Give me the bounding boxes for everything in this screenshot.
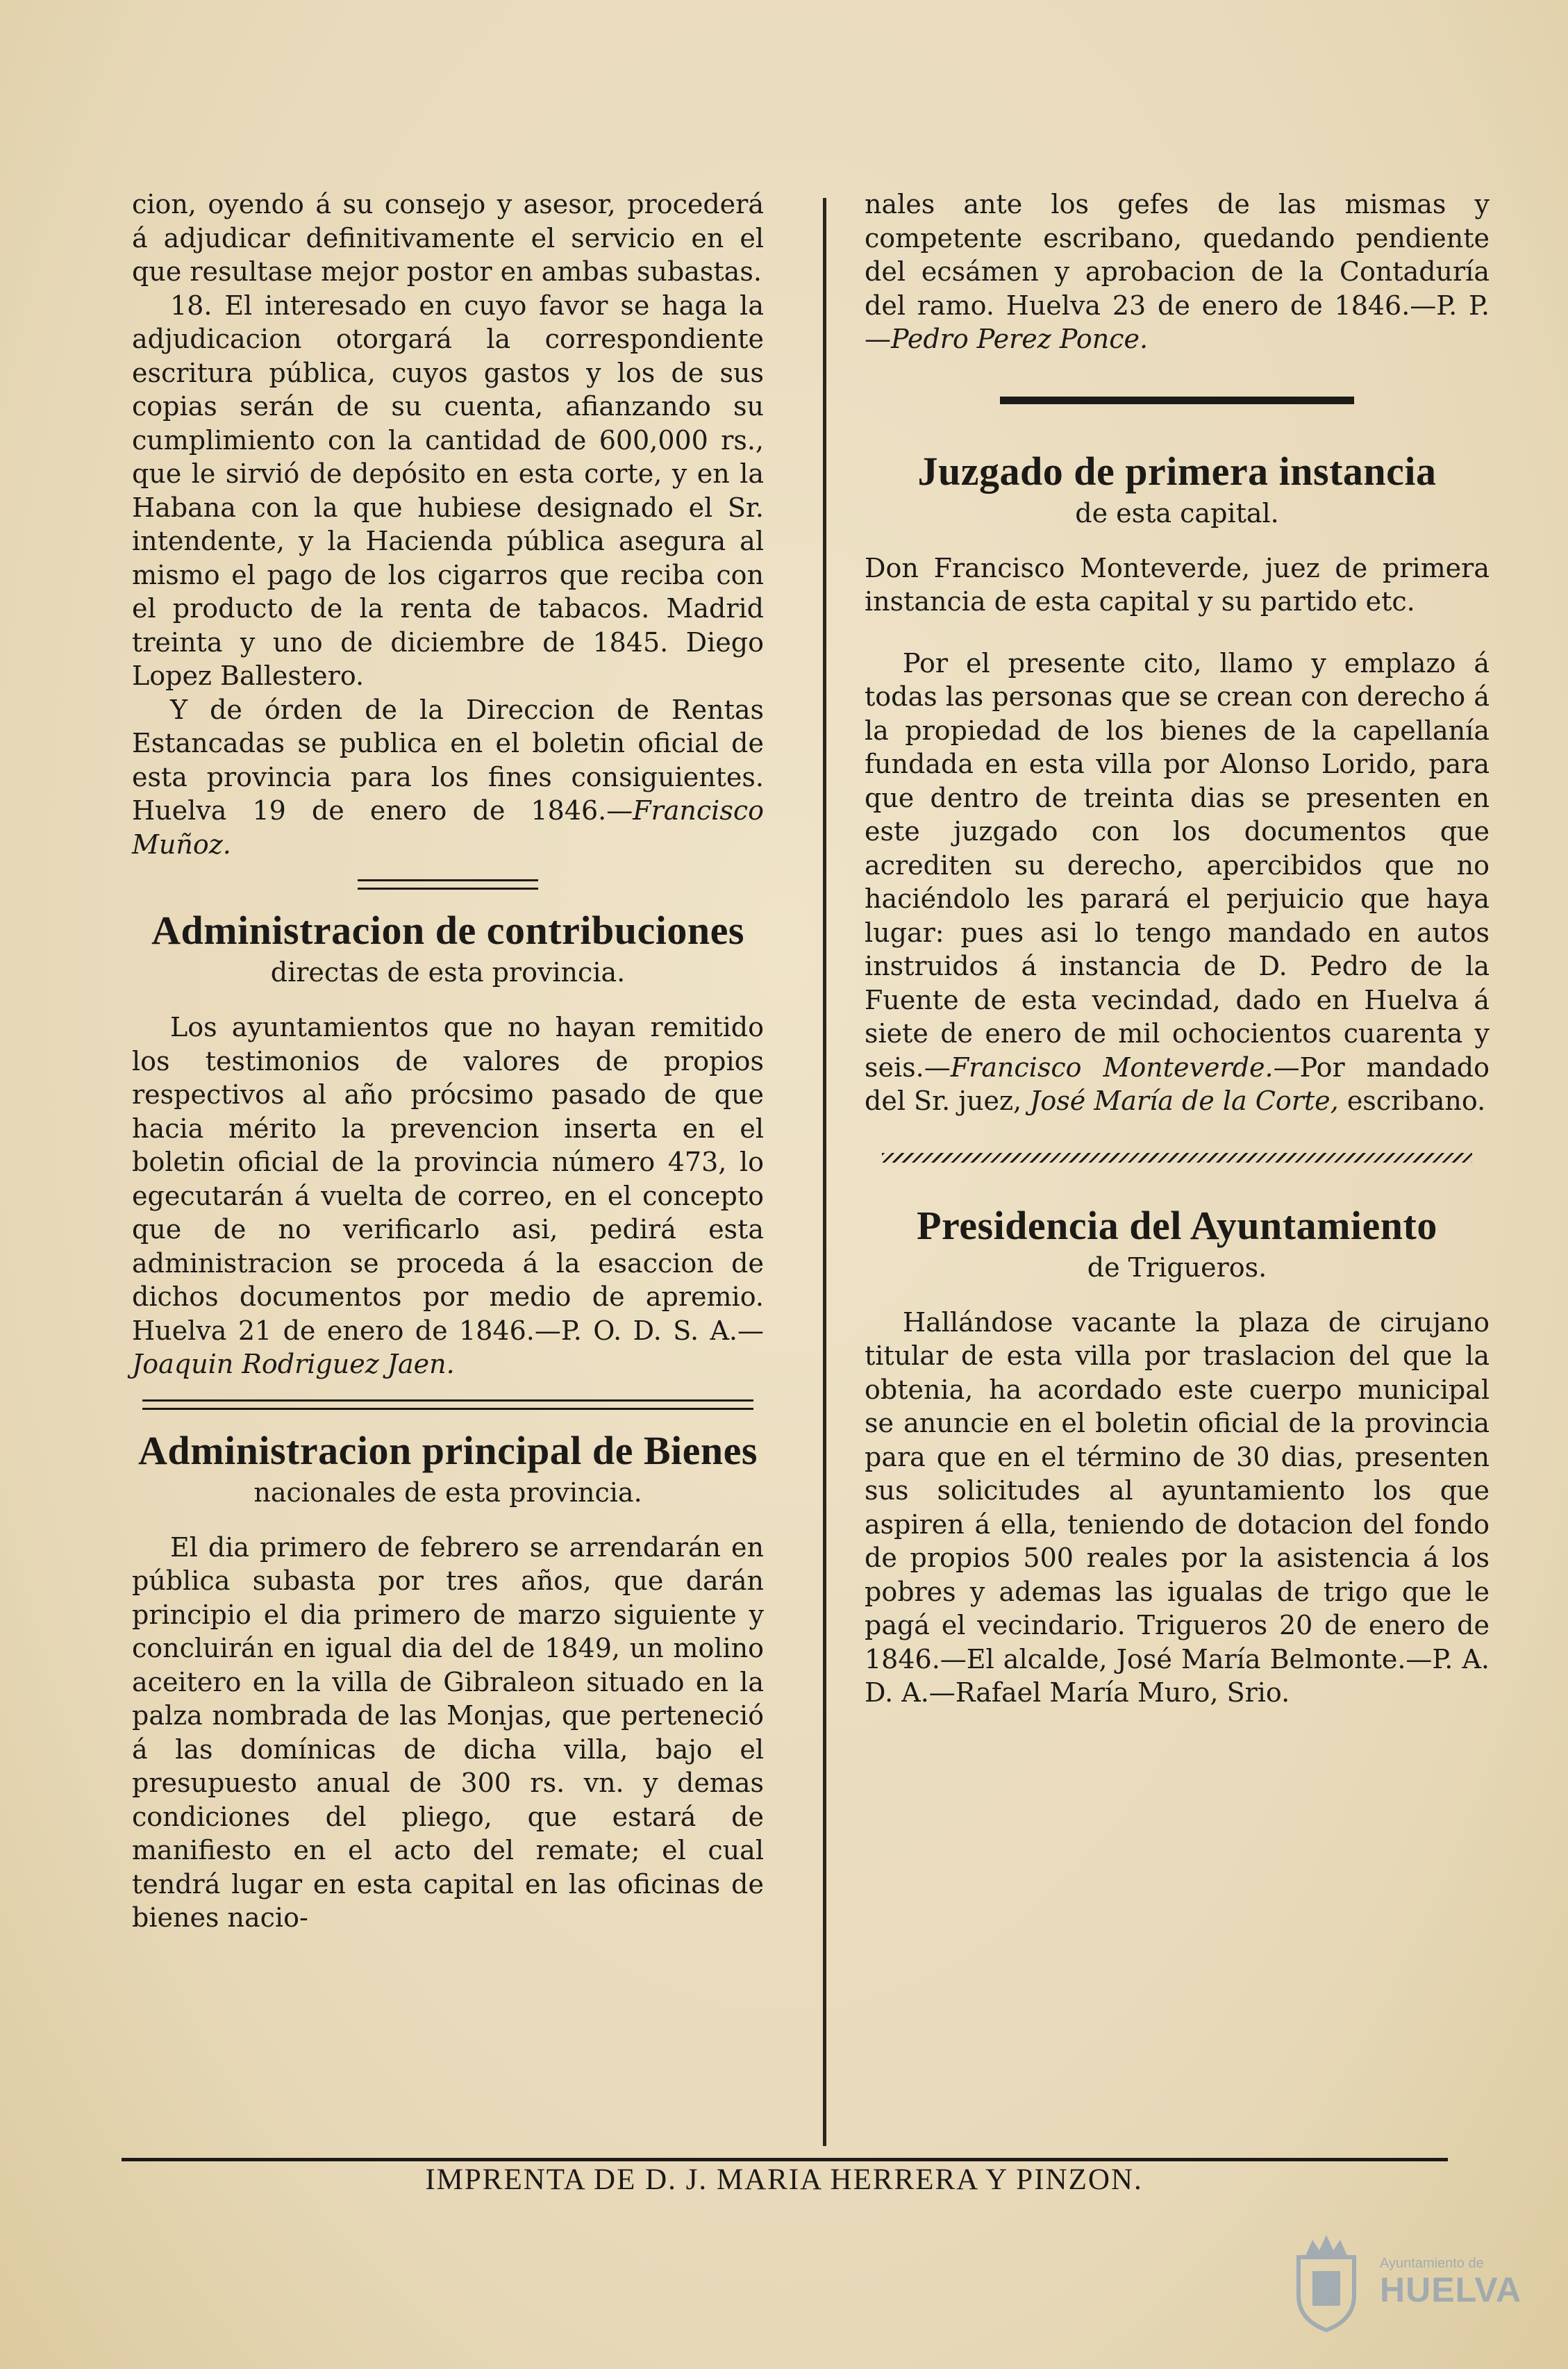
section-divider xyxy=(1000,397,1354,404)
continued-text: nales ante los gefes de las mismas y competente escribano, quedando pendiente del ecsámen y aprobacion de la Contaduría del ramo. Huelva 23 de enero de 1846.—P. P.— xyxy=(865,189,1490,354)
contribuciones-text: Los ayuntamientos que no hayan remitido los testimonios de valores de propios respectivos al año prócsimo pasado de que hacia mérito la prevencion inserta en el boletin oficial de la provincia número 473, lo egecutarán á vuelta de correo, en el concepto que de no verificarlo asi, pedirá esta administracion se proceda á la esaccion de dichos documentos por medio de apremio. Huelva 21 de enero de 1846.—P. O. D. S. A.— xyxy=(132,1012,764,1346)
watermark-text xyxy=(1380,2256,1521,2308)
left-column xyxy=(132,188,764,1935)
column-separator xyxy=(823,198,826,2146)
section-divider xyxy=(142,1399,753,1410)
footer-rule xyxy=(122,2158,1448,2161)
publication-notice xyxy=(132,693,764,862)
juzgado-mid: —Por mandado del Sr. juez, xyxy=(865,1051,1490,1116)
section-subtitle-presidencia: de Trigueros. xyxy=(1087,1252,1267,1283)
watermark-small: Ayuntamiento de xyxy=(1380,2255,1484,2271)
presidencia-body: Hallándose vacante la plaza de cirujano titular de esta villa por traslacion del que la obtenia, ha acordado este cuerpo municipal se anuncie en el boletin oficial de la provincia para que en el término de 30 dias, presenten sus solicitudes al ayuntamiento los que aspiren á ella, teniendo de dotacion del fondo de propios 500 reales por la asistencia á los pobres y ademas las igualas de trigo que le pagá el vecindario. Trigueros 20 de enero de 1846.—El alcalde, José María Belmonte.—P. A. D. A.—Rafael María Muro, Srio. xyxy=(865,1306,1490,1708)
watermark-logo xyxy=(1281,2226,1531,2337)
section-title-bienes: Administracion principal de Bienes xyxy=(138,1427,758,1473)
imprint-line: IMPRENTA DE D. J. MARIA HERRERA Y PINZON. xyxy=(425,2163,1143,2196)
continued-paragraph-right xyxy=(865,188,1490,356)
notice-signature: Francisco Muñoz. xyxy=(132,795,764,860)
section-subtitle-juzgado: de esta capital. xyxy=(1075,497,1279,529)
notice-text: Y de órden de la Direccion de Rentas Estancadas se publica en el boletin oficial de esta provincia para los fines consiguientes. Huelva 19 de enero de 1846.— xyxy=(132,694,764,826)
section-subtitle-contribuciones: directas de esta provincia. xyxy=(270,957,626,988)
right-column xyxy=(865,188,1490,1710)
section-title-juzgado: Juzgado de primera instancia xyxy=(917,448,1437,494)
section-title-contribuciones: Administracion de contribuciones xyxy=(151,908,744,953)
section-title-presidencia: Presidencia del Ayuntamiento xyxy=(917,1202,1437,1248)
continued-signature: Pedro Perez Ponce. xyxy=(891,324,1149,354)
article-paragraph-18: 18. El interesado en cuyo favor se haga la adjudicacion otorgará la correspondiente escritura pública, cuyos gastos y los de sus copias serán de su cuenta, afianzando su cumplimiento con la cantidad de 600,000 rs., que le sirvió de depósito en esta corte, y en la Habana con la que hubiese designado el Sr. intendente, y la Hacienda pública asegura al mismo el pago de los cigarros que reciba con el producto de la renta de tabacos. Madrid treinta y uno de diciembre de 1845. Diego Lopez Ballestero. xyxy=(132,290,764,691)
juzgado-body xyxy=(865,647,1490,1118)
juzgado-text: Por el presente cito, llamo y emplazo á todas las personas que se crean con derecho á la propiedad de los bienes de la capellanía fundada en esta villa por Alonso Lorido, para que dentro de treinta dias se presenten en este juzgado con los documentos que acrediten su derecho, apercibidos que no haciéndolo les parará el perjuicio que haya lugar: pues asi lo tengo mandado en autos instruidos á instancia de D. Pedro de la Fuente de esta vecindad, dado en Huelva á siete de enero de mil ochocientos cuarenta y seis.— xyxy=(865,647,1490,1083)
continued-paragraph: cion, oyendo á su consejo y asesor, procederá á adjudicar definitivamente el servicio en el que resultase mejor postor en ambas subastas. xyxy=(132,189,764,287)
section-subtitle-bienes: nacionales de esta provincia. xyxy=(253,1477,642,1508)
juzgado-signature-judge: Francisco Monteverde. xyxy=(950,1051,1274,1083)
section-divider-wavy xyxy=(882,1153,1472,1163)
contribuciones-body xyxy=(132,1011,764,1381)
section-divider xyxy=(358,879,538,890)
bienes-body: El dia primero de febrero se arrendarán en pública subasta por tres años, que darán principio el dia primero de marzo siguiente y concluirán en igual dia del de 1849, un molino aceitero en la villa de Gibraleon situado en la palza nombrada de las Monjas, que perteneció á las domínicas de dicha villa, bajo el presupuesto anual de 300 rs. vn. y demas condiciones del pliego, que estará de manifiesto en el acto del remate; el cual tendrá lugar en esta capital en las oficinas de bienes nacio- xyxy=(132,1531,764,1933)
contribuciones-signature: Joaquin Rodriguez Jaen. xyxy=(132,1349,455,1379)
juzgado-end: escribano. xyxy=(1346,1086,1486,1116)
coat-of-arms-icon xyxy=(1281,2229,1371,2334)
watermark-big: HUELVA xyxy=(1380,2270,1522,2309)
juzgado-signature-clerk: José María de la Corte, xyxy=(1030,1086,1339,1116)
juzgado-intro: Don Francisco Monteverde, juez de primera instancia de esta capital y su partido etc. xyxy=(865,552,1490,617)
